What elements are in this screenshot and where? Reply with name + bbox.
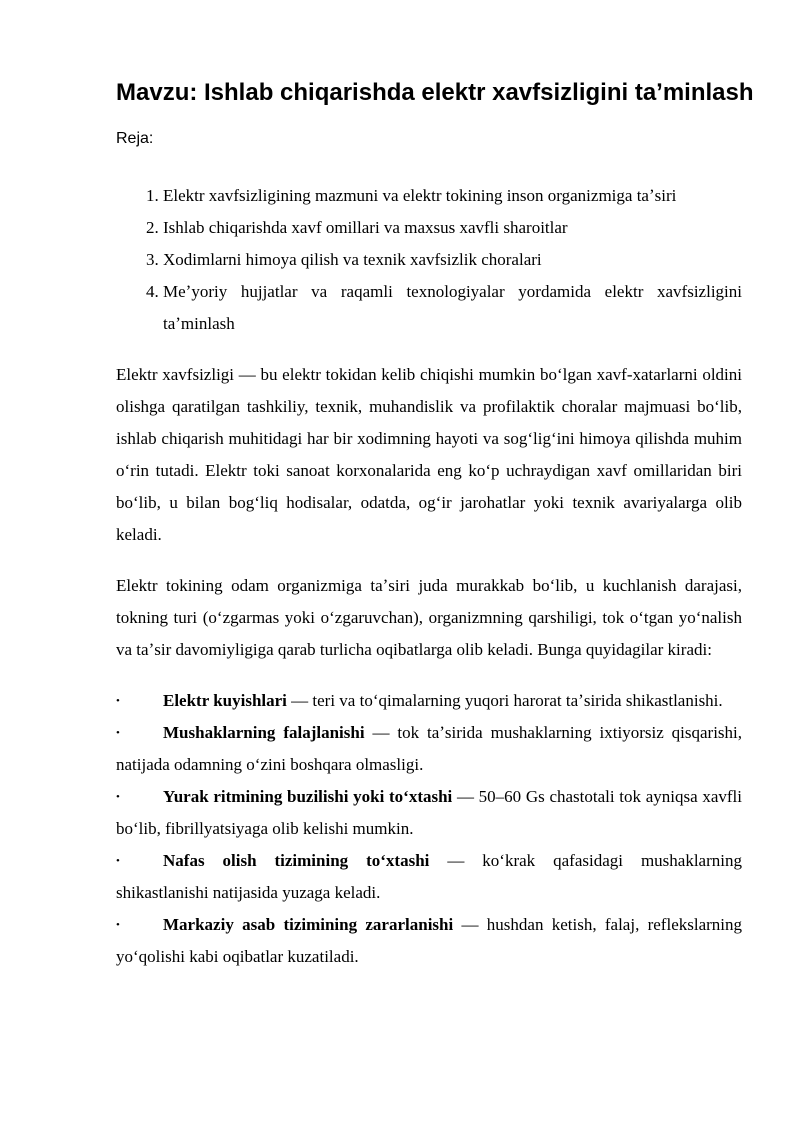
plan-list xyxy=(116,180,742,340)
plan-item: 1. Elektr xavfsizligining mazmuni va elektr tokining inson organizmiga taʼsiri xyxy=(163,180,742,212)
effect-text: — teri va toʻqimalarning yuqori harorat taʼsirida shikastlanishi. xyxy=(286,691,723,710)
plan-item: 4. Meʼyoriy hujjatlar va raqamli texnologiyalar yordamida elektr xavfsizligini taʼminlash xyxy=(163,276,742,340)
bullet-icon: • xyxy=(116,695,120,707)
effect-term: Mushaklarning falajlanishi xyxy=(163,723,365,742)
plan-item: 2. Ishlab chiqarishda xavf omillari va maxsus xavfli sharoitlar xyxy=(163,212,742,244)
effect-item xyxy=(116,781,742,845)
effect-text: — koʻkrak qafasidagi mushaklarning shikastlanishi natijasida yuzaga keladi. xyxy=(116,851,742,902)
effect-term: Nafas olish tizimining toʻxtashi xyxy=(163,851,430,870)
effect-text: — hushdan ketish, falaj, reflekslarning yoʻqolishi kabi oqibatlar kuzatiladi. xyxy=(116,915,743,966)
effect-item xyxy=(116,717,742,781)
effect-term: Yurak ritmining buzilishi yoki toʻxtashi xyxy=(163,787,453,806)
bullet-icon: • xyxy=(116,855,120,867)
effect-term: Elektr kuyishlari xyxy=(163,691,287,710)
effect-item xyxy=(116,845,742,909)
plan-heading: Reja: xyxy=(116,130,154,147)
effect-item xyxy=(116,909,742,973)
effect-text: — 50–60 Gs chastotali tok ayniqsa xavfli boʻlib, fibrillyatsiyaga olib kelishi mumkin. xyxy=(116,787,742,838)
document-title: Mavzu: Ishlab chiqarishda elektr xavfsizligini taʼminlash xyxy=(116,79,754,106)
paragraph-intro: Elektr xavfsizligi — bu elektr tokidan kelib chiqishi mumkin boʻlgan xavf-xatarlarni oldini olishga qaratilgan tashkiliy, texnik, muhandislik va profilaktik choralar majmuasi boʻlib, ishlab chiqarish muhitidagi har bir xodimning hayoti va sogʻligʻini himoya qilishda muhim oʻrin tutadi. Elektr toki sanoat korxonalarida eng koʻp uchraydigan xavf omillaridan biri boʻlib, u bilan bogʻliq hodisalar, odatda, ogʻir jarohatlar yoki texnik avariyalarga olib keladi. xyxy=(116,365,742,544)
effect-item xyxy=(116,685,742,717)
effect-term: Markaziy asab tizimining zararlanishi xyxy=(163,915,454,934)
paragraph-effects-intro: Elektr tokining odam organizmiga taʼsiri juda murakkab boʻlib, u kuchlanish darajasi, tokning turi (oʻzgarmas yoki oʻzgaruvchan), organizmning qarshiligi, tok oʻtgan yoʻnalish va taʼsir davomiyligiga qarab turlicha oqibatlarga olib keladi. Bunga quyidagilar kiradi: xyxy=(116,576,742,659)
bullet-icon: • xyxy=(116,791,120,803)
bullet-icon: • xyxy=(116,727,120,739)
effects-list xyxy=(116,685,742,973)
effect-text: — tok taʼsirida mushaklarning ixtiyorsiz qisqarishi, natijada odamning oʻzini boshqara olmasligi. xyxy=(116,723,743,774)
bullet-icon: • xyxy=(116,919,120,931)
plan-item: 3. Xodimlarni himoya qilish va texnik xavfsizlik choralari xyxy=(163,244,742,276)
